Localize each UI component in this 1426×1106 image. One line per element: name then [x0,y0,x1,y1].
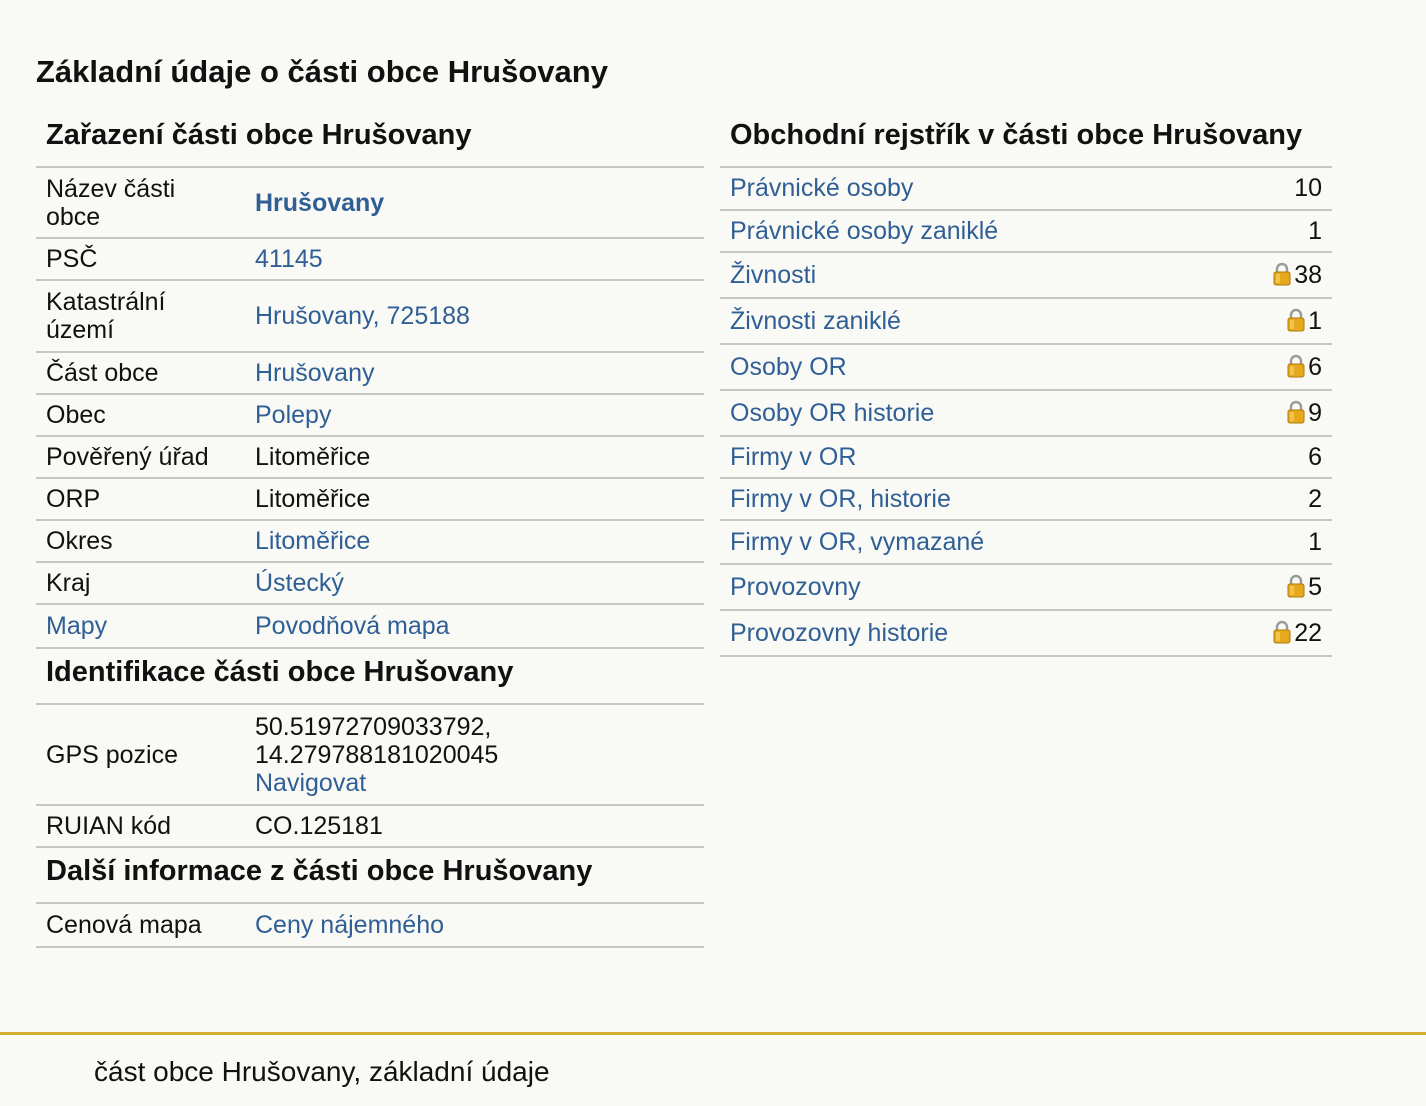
identifikace-heading: Identifikace části obce Hrušovany [36,649,704,705]
gps-value [245,705,704,805]
row-label: ORP [36,478,245,520]
rejstrik-count-cell [1214,436,1332,478]
rejstrik-link[interactable]: Právnické osoby zaniklé [730,216,999,245]
table-row [720,478,1332,520]
table-row [720,390,1332,436]
rejstrik-count-cell [1214,478,1332,520]
lock-icon [1287,400,1305,424]
rejstrik-count-cell [1214,168,1332,210]
table-row [720,436,1332,478]
lock-icon [1273,620,1291,644]
table-row [36,705,704,805]
row-value [245,562,704,604]
table-row [720,344,1332,390]
rejstrik-label [720,390,1214,436]
table-row [36,394,704,436]
right-column [720,112,1332,657]
rejstrik-link[interactable]: Osoby OR historie [730,398,935,427]
row-value-link[interactable]: Litoměřice [255,527,371,555]
rejstrik-label [720,478,1214,520]
page-title: Základní údaje o části obce Hrušovany [36,54,608,89]
row-label-link[interactable]: Mapy [46,612,108,640]
gps-label: GPS pozice [36,705,245,805]
gps-latitude: 50.51972709033792, [255,712,492,741]
row-value [245,520,704,562]
table-row [36,238,704,280]
table-row [720,564,1332,610]
rejstrik-count-cell [1214,210,1332,252]
rejstrik-count: 5 [1308,572,1322,601]
table-row [36,904,704,947]
table-row [36,436,704,478]
rejstrik-heading: Obchodní rejstřík v části obce Hrušovany [720,112,1332,168]
lock-icon [1287,574,1305,598]
row-value [245,604,704,648]
rejstrik-count-cell [1214,610,1332,656]
table-row [36,352,704,394]
cenova-mapa-value [245,904,704,947]
rejstrik-count: 38 [1294,260,1322,289]
row-value-link[interactable]: Polepy [255,401,332,429]
rejstrik-count: 1 [1308,527,1322,556]
rejstrik-label [720,610,1214,656]
row-value-link[interactable]: Hrušovany [255,359,375,387]
rejstrik-link[interactable]: Provozovny historie [730,618,949,647]
cenova-mapa-label: Cenová mapa [36,904,245,947]
row-value: Litoměřice [245,478,704,520]
rejstrik-link[interactable]: Osoby OR [730,352,847,381]
row-value [245,394,704,436]
row-label: Okres [36,520,245,562]
row-label: PSČ [36,238,245,280]
rejstrik-link[interactable]: Provozovny [730,572,861,601]
row-label: Kraj [36,562,245,604]
ceny-najemneho-link[interactable]: Ceny nájemného [255,911,445,939]
table-row [720,610,1332,656]
rejstrik-label [720,436,1214,478]
table-row [36,520,704,562]
rejstrik-link[interactable]: Firmy v OR [730,442,857,471]
rejstrik-link[interactable]: Firmy v OR, historie [730,484,951,513]
row-label: Katastrální území [36,280,245,352]
rejstrik-count: 1 [1308,216,1322,245]
row-value-link[interactable]: Povodňová mapa [255,612,450,640]
table-row [36,168,704,238]
rejstrik-count-cell [1214,564,1332,610]
zarazeni-heading: Zařazení části obce Hrušovany [36,112,704,168]
dalsi-heading: Další informace z části obce Hrušovany [36,848,704,904]
row-value-link[interactable]: 41145 [255,245,323,273]
rejstrik-label [720,168,1214,210]
rejstrik-label [720,520,1214,564]
row-value-link[interactable]: Ústecký [255,569,344,597]
row-value: Litoměřice [245,436,704,478]
rejstrik-count: 2 [1308,484,1322,513]
left-column [36,112,704,948]
rejstrik-table [720,168,1332,657]
rejstrik-count: 10 [1294,174,1322,202]
row-value-link[interactable]: Hrušovany, 725188 [255,302,470,330]
identifikace-table [36,705,704,848]
rejstrik-link[interactable]: Právnické osoby [730,174,914,202]
table-row [720,210,1332,252]
rejstrik-link[interactable]: Živnosti zaniklé [730,306,901,335]
lock-icon [1287,308,1305,332]
row-value-link[interactable]: Hrušovany [255,188,385,217]
rejstrik-label [720,564,1214,610]
table-row [36,604,704,648]
rejstrik-label [720,298,1214,344]
lock-icon [1273,262,1291,286]
table-row [720,298,1332,344]
rejstrik-count: 6 [1308,352,1322,381]
rejstrik-count-cell [1214,390,1332,436]
row-label: Název části obce [36,168,245,238]
table-row [720,520,1332,564]
dalsi-table [36,904,704,948]
rejstrik-count: 9 [1308,398,1322,427]
rejstrik-count: 6 [1308,442,1322,471]
row-value [245,352,704,394]
rejstrik-count: 1 [1308,306,1322,335]
rejstrik-label [720,252,1214,298]
row-value [245,238,704,280]
rejstrik-count-cell [1214,298,1332,344]
table-row [36,562,704,604]
table-row [720,252,1332,298]
rejstrik-label [720,210,1214,252]
ruian-label: RUIAN kód [36,805,245,847]
zarazeni-table [36,168,704,649]
ruian-value: CO.125181 [245,805,704,847]
rejstrik-count-cell [1214,344,1332,390]
rejstrik-link[interactable]: Živnosti [730,260,817,289]
table-row [36,280,704,352]
gps-longitude: 14.279788181020045 [255,740,499,769]
table-row [36,478,704,520]
rejstrik-count-cell [1214,252,1332,298]
footer-divider [0,1032,1426,1035]
row-label: Pověřený úřad [36,436,245,478]
navigate-link[interactable]: Navigovat [255,768,367,797]
row-label [36,604,245,648]
footer-text: část obce Hrušovany, základní údaje [94,1056,550,1087]
rejstrik-link[interactable]: Firmy v OR, vymazané [730,527,985,556]
rejstrik-label [720,344,1214,390]
row-value [245,280,704,352]
rejstrik-count-cell [1214,520,1332,564]
row-value [245,168,704,238]
row-label: Obec [36,394,245,436]
lock-icon [1287,354,1305,378]
table-row [720,168,1332,210]
rejstrik-count: 22 [1294,618,1322,647]
table-row [36,805,704,847]
row-label: Část obce [36,352,245,394]
